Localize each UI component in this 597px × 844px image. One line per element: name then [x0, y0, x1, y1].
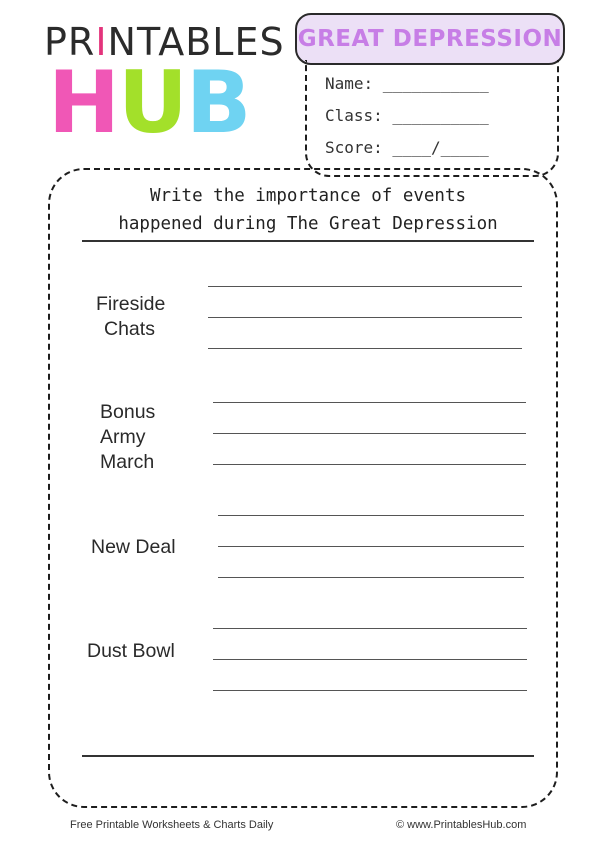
answer-line — [213, 628, 527, 629]
answer-line — [213, 402, 526, 403]
answer-line — [213, 464, 526, 465]
answer-line — [213, 433, 526, 434]
bottom-rule — [82, 755, 534, 757]
answer-line — [218, 577, 524, 578]
worksheet-title-box — [295, 13, 565, 65]
footer-tagline: Free Printable Worksheets & Charts Daily — [70, 819, 274, 831]
footer-copyright: © www.PrintablesHub.com — [396, 819, 527, 831]
event-label-bonus-army-march: Bonus Army March — [100, 401, 156, 473]
worksheet-title: GREAT DEPRESSION — [297, 26, 563, 52]
event-label-new-deal: New Deal — [91, 536, 176, 558]
name-field: Name: ___________ — [325, 74, 489, 93]
printables-hub-logo — [44, 20, 285, 154]
score-field: Score: ____/_____ — [325, 138, 489, 157]
class-field: Class: __________ — [325, 106, 489, 125]
answer-line — [208, 348, 522, 349]
logo-hub-letters: HUB — [48, 53, 250, 153]
answer-line — [218, 515, 524, 516]
instruction-line-1: Write the importance of events — [149, 186, 467, 206]
worksheet-main-box — [48, 168, 558, 808]
answer-line — [208, 317, 522, 318]
answer-line — [208, 286, 522, 287]
instruction-underline — [82, 240, 534, 242]
answer-line — [213, 659, 527, 660]
event-label-dust-bowl: Dust Bowl — [87, 640, 175, 662]
answer-line — [213, 690, 527, 691]
answer-line — [218, 546, 524, 547]
logo-wordmark: PRINTABLES — [44, 20, 285, 64]
event-label-fireside-chats: Fireside Chats — [96, 293, 166, 340]
instruction-line-2: happened during The Great Depression — [118, 214, 498, 234]
